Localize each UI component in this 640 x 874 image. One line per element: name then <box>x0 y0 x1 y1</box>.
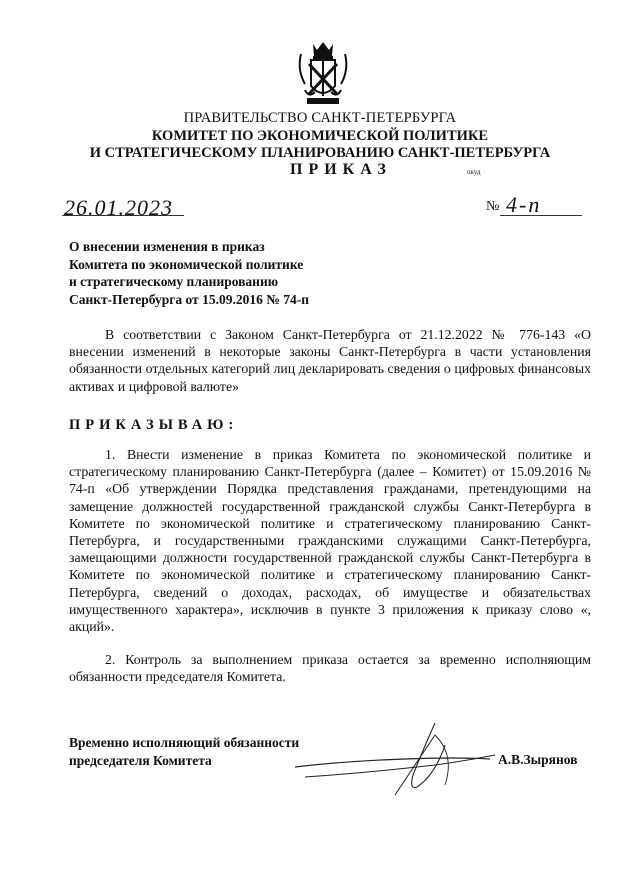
okud-label: окуд <box>467 168 481 176</box>
signatory-position-line2: председателя Комитета <box>69 753 212 768</box>
number-underline <box>500 215 582 216</box>
handwritten-signature <box>285 715 505 805</box>
subject-line: Комитета по экономической политике <box>69 256 304 272</box>
preamble-paragraph: В соответствии с Законом Санкт-Петербурга от 21.12.2022 № 776-143 «О внесении изменений в некоторые законы Санкт-Петербурга в части установления обязанности отдельных категорий лиц декларировать сведения о цифровых финансовых активах и цифровой валюте» <box>69 327 591 394</box>
government-title: ПРАВИТЕЛЬСТВО САНКТ-ПЕТЕРБУРГА <box>183 110 457 126</box>
handwritten-number: 4-п <box>506 192 542 217</box>
handwritten-date: 26.01.2023 <box>64 195 173 220</box>
document-type-title: ПРИКАЗ <box>290 161 392 178</box>
subject-line: и стратегическому планированию <box>69 274 279 289</box>
date-underline <box>62 215 184 216</box>
signatory-name: А.В.Зырянов <box>498 752 578 767</box>
committee-title <box>0 128 640 162</box>
committee-title-line2: И СТРАТЕГИЧЕСКОМУ ПЛАНИРОВАНИЮ САНКТ-ПЕТЕРБУРГА <box>89 145 551 161</box>
subject-line: О внесении изменения в приказ <box>69 239 265 254</box>
subject-line: Санкт-Петербурга от 15.09.2016 № 74-п <box>69 291 309 307</box>
subject-block <box>69 238 369 308</box>
order-item-1: 1. Внести изменение в приказ Комитета по экономической политике и стратегическому планированию Санкт-Петербурга (далее – Комитет) от 15.09.2016 № 74-п «Об утверждении Порядка представления гражданами, претендующими на замещение должностей государственной гражданской службы Санкт-Петербурга в Комитете по экономической политике и стратегическому планированию Санкт-Петербурга, и государственными гражданскими служащими Санкт-Петербурга, замещающими должности государственной гражданской службы Санкт-Петербурга в Комитете по экономической политике и стратегическому планированию Санкт-Петербурга, сведений о доходах, расходах, об имуществе и обязательствах имущественного характера», исключив в пункте 3 приложения к приказу слово «, акций». <box>69 447 591 635</box>
coat-of-arms-emblem <box>295 40 351 106</box>
order-word: ПРИКАЗЫВАЮ: <box>69 417 239 433</box>
order-item-2: 2. Контроль за выполнением приказа остается за временно исполняющим обязанности председателя Комитета. <box>69 652 591 685</box>
signatory-position-line1: Временно исполняющий обязанности <box>69 735 300 750</box>
committee-title-line1: КОМИТЕТ ПО ЭКОНОМИЧЕСКОЙ ПОЛИТИКЕ <box>151 128 489 144</box>
number-label: № <box>486 199 500 214</box>
